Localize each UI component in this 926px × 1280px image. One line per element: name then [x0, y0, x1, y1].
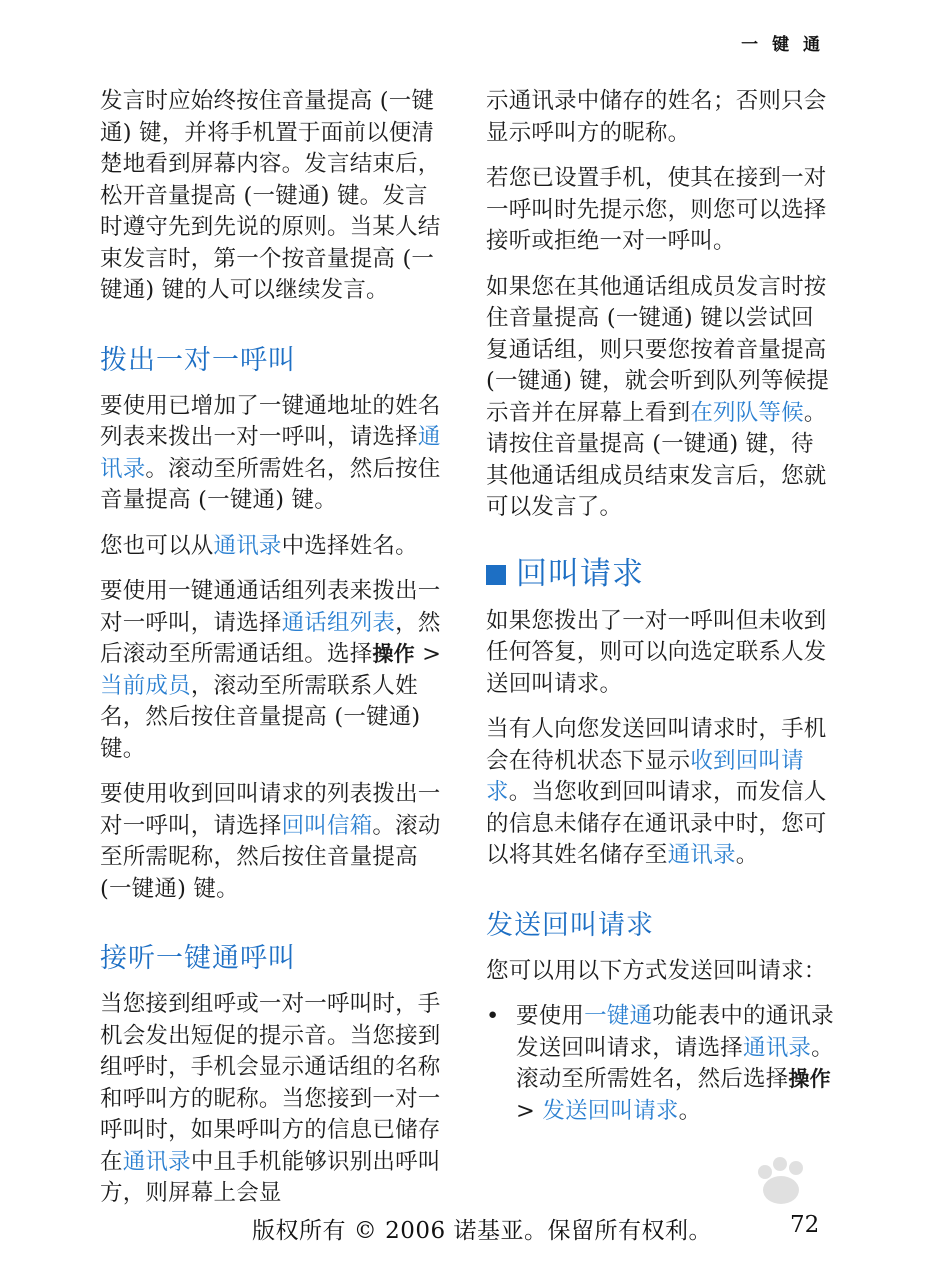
options-label: 操作: [788, 1067, 831, 1091]
ptt-link[interactable]: 一键通: [584, 1003, 653, 1029]
text: >: [414, 641, 442, 667]
text: >: [516, 1097, 543, 1124]
paragraph: [100, 531, 450, 563]
list-item: [486, 1001, 836, 1127]
text: 当有人向您发送回叫请求时，手机会在待机状态下显示: [486, 716, 827, 774]
text: 。当您收到回叫请求，而发信人的信息未储存在通讯录中时，您可以将其姓名储存至: [486, 779, 827, 868]
paragraph: 如果您拨出了一对一呼叫但未收到任何答复，则可以向选定联系人发送回叫请求。: [486, 607, 827, 697]
text: 当您接到组呼或一对一呼叫时，手机会发出短促的提示音。当您接到组呼时，手机会显示通话组的名称和呼叫方的昵称。当您接到一对一呼叫时，如果呼叫方的信息已储存在: [100, 991, 441, 1175]
text: 。滚动至所需昵称，然后按住音量提高 (一键通) 键。: [100, 812, 441, 902]
text: ，滚动至所需联系人姓名，然后按住音量提高 (一键通) 键。: [100, 672, 421, 762]
paragraph: [100, 779, 450, 905]
paragraph: 您可以用以下方式发送回叫请求：: [486, 957, 827, 984]
bullet-icon: •: [486, 1003, 500, 1029]
paragraph: [100, 391, 450, 517]
paragraph: [486, 714, 836, 872]
text: 您也可以从: [100, 532, 214, 559]
contacts-link[interactable]: 通讯录: [667, 842, 736, 868]
text: 中且手机能够识别出呼叫方，则屏幕上会显: [100, 1148, 441, 1206]
callback-inbox-link[interactable]: 回叫信箱: [281, 812, 373, 839]
section-heading-send: 发送回叫请求: [486, 909, 654, 941]
contacts-link[interactable]: 通讯录: [743, 1034, 812, 1061]
talkgroup-list-link[interactable]: 通话组列表: [281, 609, 396, 636]
in-queue-link[interactable]: 在列队等候: [690, 399, 804, 426]
copyright-footer: 版权所有 © 2006 诺基亚。保留所有权利。: [252, 1218, 712, 1244]
text: ，然后滚动至所需通话组。选择: [100, 609, 441, 667]
square-bullet-icon: [486, 565, 506, 585]
page-number: 72: [790, 1212, 820, 1238]
text: 如果您在其他通话组成员发言时按住音量提高 (一键通) 键以尝试回复通话组，则只要您按着音量提高 (一键通) 键，就会听到队列等候提示音并在屏幕上看到: [486, 273, 830, 426]
text: 中选择姓名。: [281, 532, 418, 559]
options-label: 操作: [372, 642, 415, 666]
text: 要使用: [516, 1003, 585, 1029]
right-column: [486, 86, 836, 1141]
send-callback-link[interactable]: 发送回叫请求: [542, 1097, 679, 1124]
text: 要使用一键通通话组列表来拨出一对一呼叫，请选择: [100, 578, 441, 636]
paragraph: [100, 86, 450, 307]
text: 。滚动至所需姓名，然后按住音量提高 (一键通) 键。: [100, 455, 441, 513]
text: 。: [735, 842, 759, 868]
section-heading-answer: 接听一键通呼叫: [100, 943, 296, 974]
contacts-link[interactable]: 通讯录: [100, 424, 441, 482]
text: 。滚动至所需姓名，然后选择: [516, 1034, 834, 1092]
paragraph: [486, 272, 836, 524]
text: 要使用已增加了一键通地址的姓名列表来拨出一对一呼叫，请选择: [100, 392, 441, 450]
callback-received-link[interactable]: 收到回叫请求: [486, 747, 804, 805]
text: 。请按住音量提高 (一键通) 键，待其他通话组成员结束发言后，您就可以发言了。: [486, 399, 827, 520]
text: 要使用收到回叫请求的列表拨出一对一呼叫，请选择: [100, 781, 441, 839]
current-members-link[interactable]: 当前成员: [100, 672, 191, 699]
paragraph: 示通讯录中储存的姓名；否则只会显示呼叫方的昵称。: [486, 88, 827, 146]
paragraph: [100, 576, 450, 765]
contacts-link[interactable]: 通讯录: [122, 1148, 191, 1175]
left-column: [100, 86, 450, 1224]
paragraph: 若您已设置手机，使其在接到一对一呼叫时先提示您，则您可以选择接听或拒绝一对一呼叫。: [486, 165, 827, 254]
paragraph: [100, 989, 450, 1210]
heading-text: 回叫请求: [516, 555, 644, 592]
running-header: 一 键 通: [741, 35, 824, 55]
text: 发言时应始终按住音量提高 (一键通) 键，并将手机置于面前以便清楚地看到屏幕内容。发言结束后，松开音量提高 (一键通) 键。发言时遵守先到先说的原则。当某人结束发言时，第一个按音量提高 (一键通) 键的人可以继续发言。: [100, 88, 441, 303]
section-heading-dial: 拨出一对一呼叫: [100, 344, 296, 376]
contacts-link[interactable]: 通讯录: [213, 532, 282, 559]
text: 功能表中的通讯录发送回叫请求，请选择: [516, 1003, 834, 1061]
text: 。: [678, 1097, 702, 1124]
section-heading-callback: [486, 554, 836, 594]
